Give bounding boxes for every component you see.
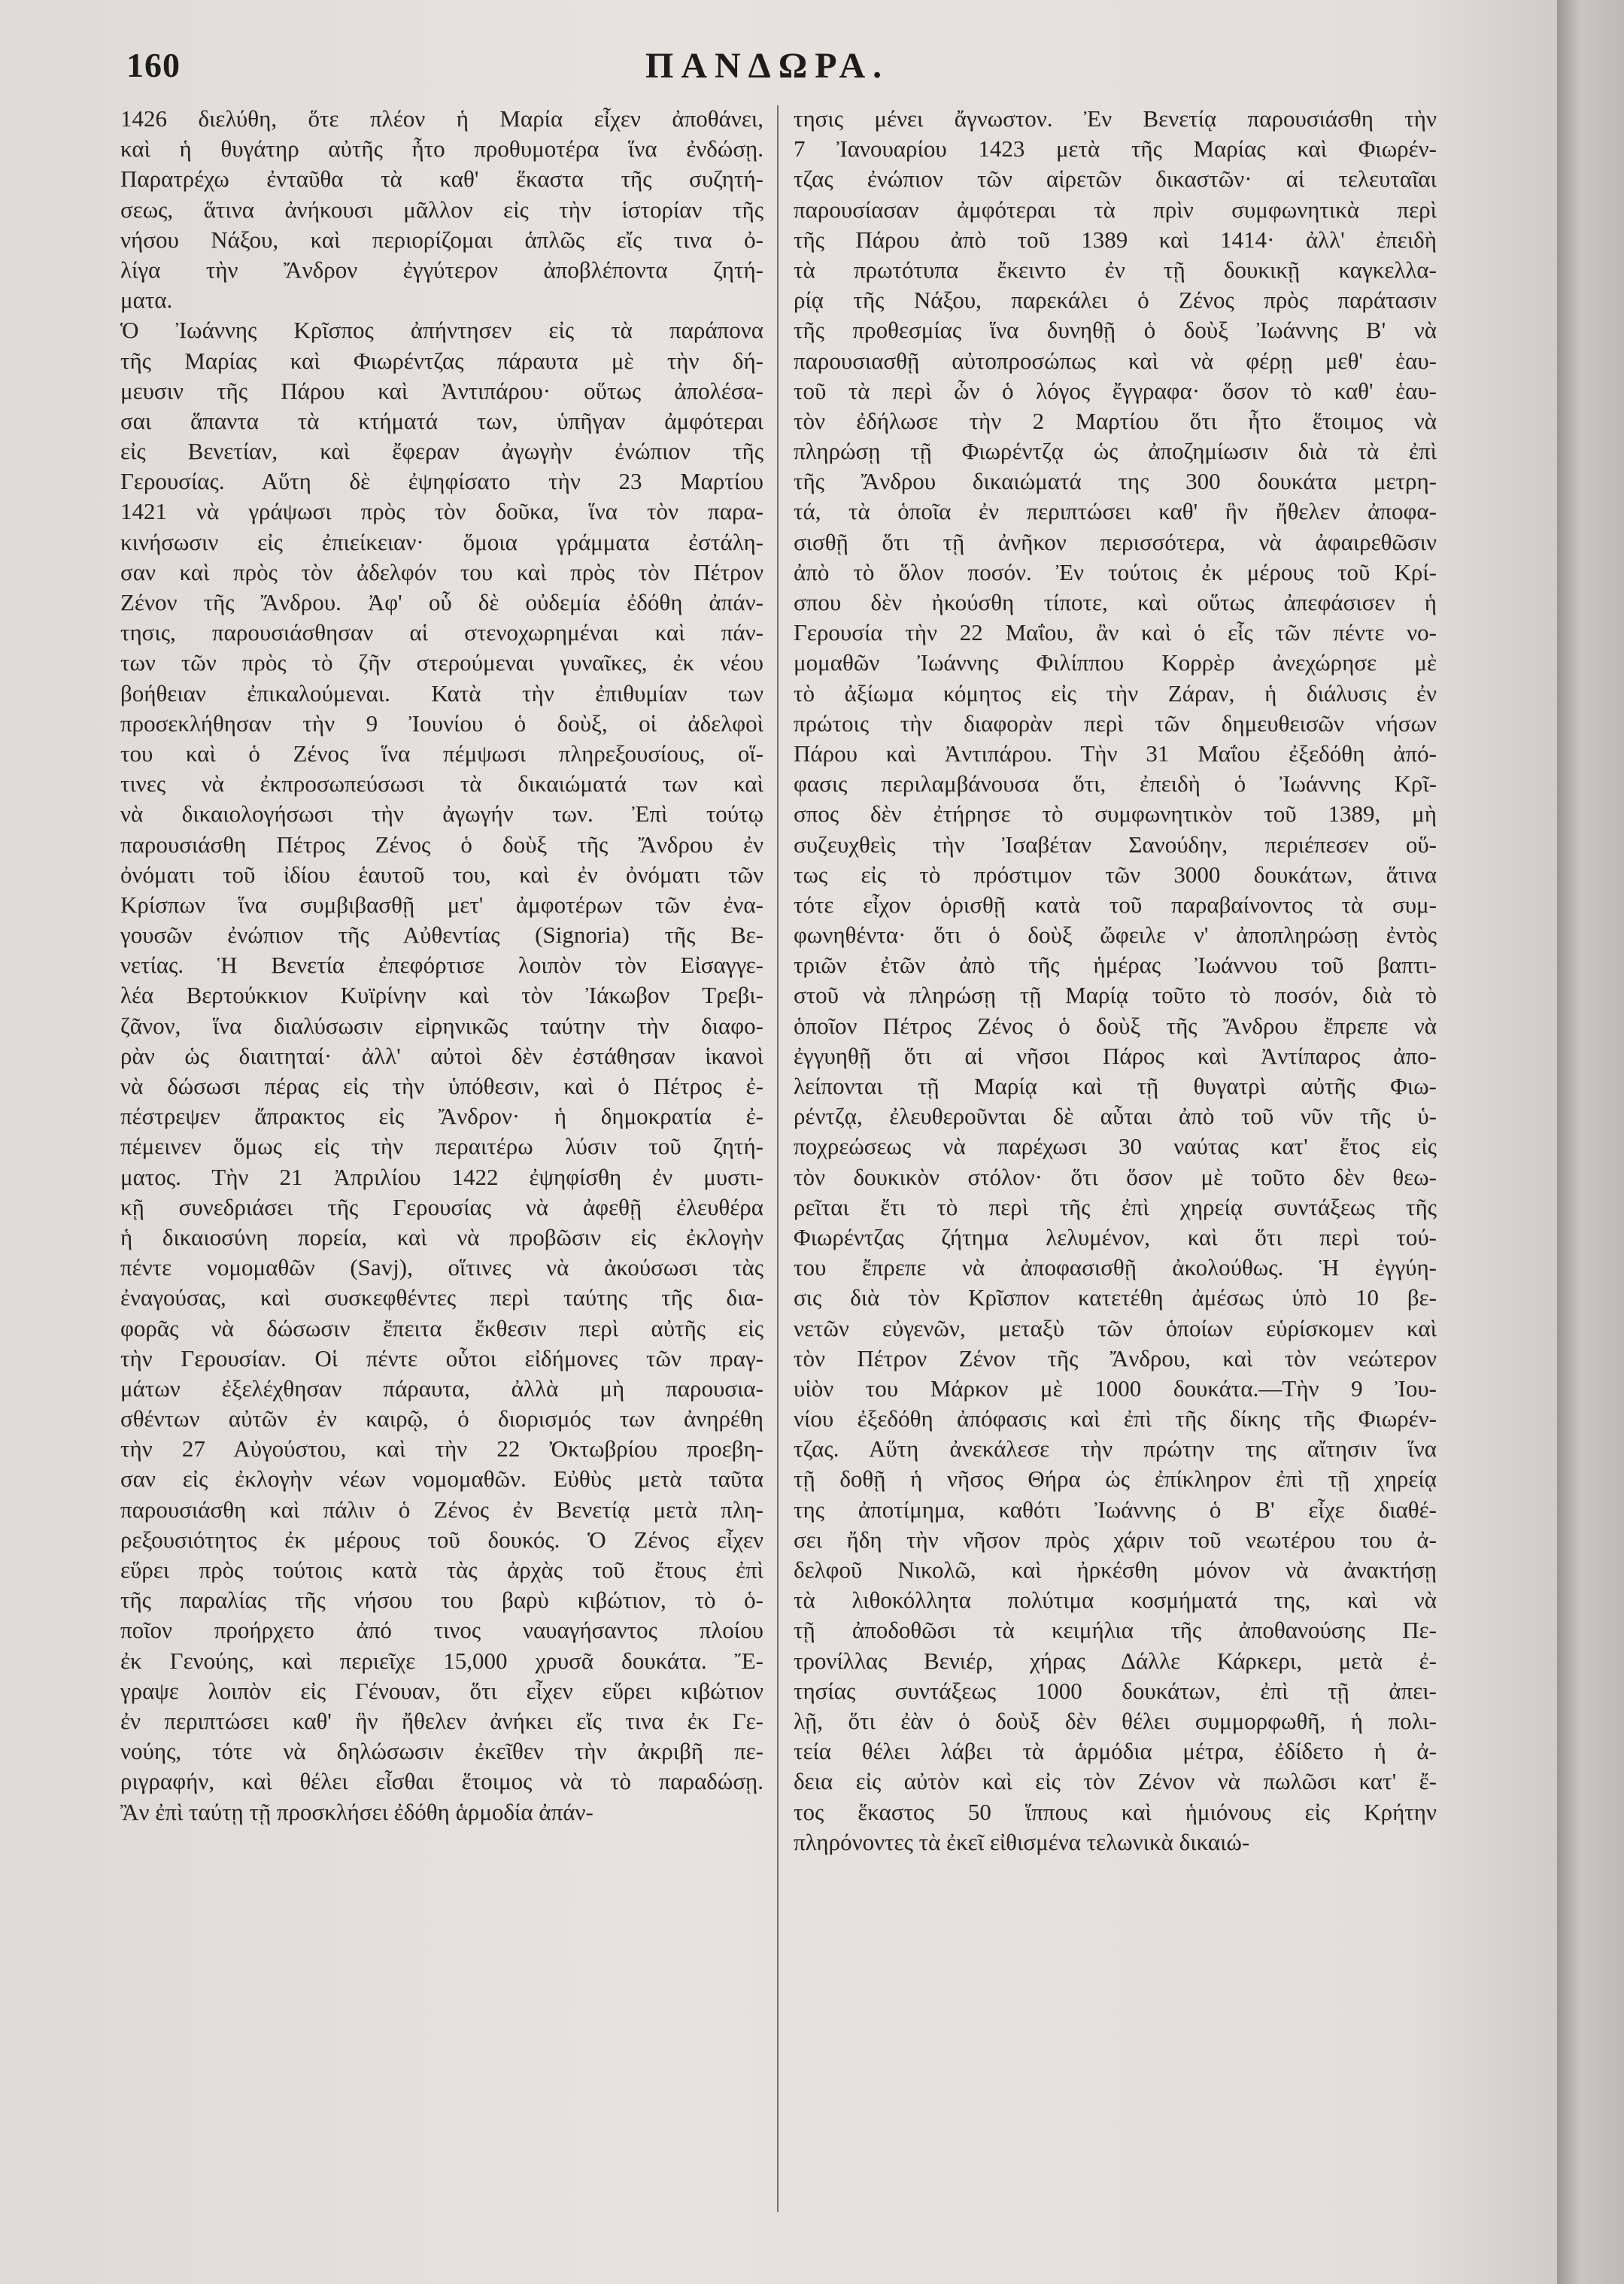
text-line: φασις περιλαμβάνουσα ὅτι, ἐπειδὴ ὁ Ἰωάννης Κρῖ- xyxy=(794,770,1437,797)
text-line: Πάρου καὶ Ἀντιπάρου. Τὴν 31 Μαΐου ἐξεδόθη ἀπό- xyxy=(794,740,1437,767)
text-line: πληρώσῃ τῇ Φιωρέντζᾳ ὡς ἀποζημίωσιν διὰ τὰ ἐπὶ xyxy=(794,438,1437,465)
text-line: εὕρει πρὸς τούτοις κατὰ τὰς ἀρχὰς τοῦ ἔτους ἐπὶ xyxy=(120,1557,763,1583)
text-line: τά, τὰ ὁποῖα ἐν περιπτώσει καθ' ἣν ἤθελεν ἀποφα- xyxy=(794,498,1437,525)
text-line: πέστρεψεν ἄπρακτος εἰς Ἄνδρον· ἡ δημοκρατία ἐ- xyxy=(120,1103,763,1130)
text-line: ὁποῖον Πέτρος Ζένος ὁ δοὺξ τῆς Ἄνδρου ἔπρεπε νὰ xyxy=(794,1012,1437,1039)
text-line: ζᾶνον, ἵνα διαλύσωσιν εἰρηνικῶς ταύτην τὴν διαφο- xyxy=(120,1012,763,1039)
text-line: τὴν 27 Αὐγούστου, καὶ τὴν 22 Ὀκτωβρίου προεβη- xyxy=(120,1435,763,1462)
text-line: σαν εἰς ἐκλογὴν νέων νομομαθῶν. Εὐθὺς μετὰ ταῦτα xyxy=(120,1465,763,1493)
text-line: τζας ἐνώπιον τῶν αἱρετῶν δικαστῶν· αἱ τελευταῖαι xyxy=(794,166,1437,193)
text-line: νίου ἐξεδόθη ἀπόφασις καὶ ἐπὶ τῆς δίκης τῆς Φιωρέν- xyxy=(794,1405,1437,1432)
text-line: νὰ δώσωσι πέρας εἰς τὴν ὑπόθεσιν, καὶ ὁ Πέτρος ἐ- xyxy=(120,1073,763,1099)
page-number: 160 xyxy=(126,46,181,84)
page-edge-shadow xyxy=(1557,0,1624,2284)
text-line: νούης, τότε νὰ δηλώσωσιν ἐκεῖθεν τὴν ἀκριβῆ πε- xyxy=(120,1738,763,1765)
text-line: τως εἰς τὸ πρόστιμον τῶν 3000 δουκάτων, ἅτινα xyxy=(794,861,1437,888)
text-line: τῆς Πάρου ἀπὸ τοῦ 1389 καὶ 1414· ἀλλ' ἐπειδὴ xyxy=(794,226,1437,253)
text-line: νετίας. Ἡ Βενετία ἐπεφόρτισε λοιπὸν τὸν Εἰσαγγε- xyxy=(120,952,763,979)
text-line: παρουσιάσθη καὶ πάλιν ὁ Ζένος ἐν Βενετίᾳ μετὰ πλη- xyxy=(120,1496,763,1523)
text-line: Ὁ Ἰωάννης Κρῖσπος ἀπήντησεν εἰς τὰ παράπονα xyxy=(120,317,763,344)
text-line: πέντε νομομαθῶν (Savj), οἵτινες νὰ ἀκούσωσι τὰς xyxy=(120,1254,763,1281)
text-line: τῇ δοθῇ ἡ νῆσος Θήρα ὡς ἐπίκληρον ἐπὶ τῇ χηρείᾳ xyxy=(794,1465,1437,1493)
text-line: τος ἕκαστος 50 ἵππους καὶ ἡμιόνους εἰς Κρήτην xyxy=(794,1798,1437,1825)
text-line: Παρατρέχω ἐνταῦθα τὰ καθ' ἕκαστα τῆς συζητή- xyxy=(120,166,763,193)
text-line: τρονίλλας Βενιέρ, χήρας Δάλλε Κάρκερι, μετὰ ἐ- xyxy=(794,1647,1437,1674)
text-line: τὴν Γερουσίαν. Οἱ πέντε οὗτοι εἰδήμονες τῶν πραγ- xyxy=(120,1344,763,1371)
text-line: Κρίσπων ἵνα συμβιβασθῇ μετ' ἀμφοτέρων τῶν ἐνα- xyxy=(120,891,763,918)
text-line: ποῖον προήρχετο ἀπό τινος ναυαγήσαντος πλοίου xyxy=(120,1617,763,1644)
text-line: του ἔπρεπε νὰ ἀποφασισθῇ ἀκολούθως. Ἡ ἐγγύη- xyxy=(794,1254,1437,1281)
text-line: γραψε λοιπὸν εἰς Γένουαν, ὅτι εἶχεν εὕρει κιβώτιον xyxy=(120,1677,763,1704)
text-line: τησίας συντάξεως 1000 δουκάτων, ἐπὶ τῇ ἀπει- xyxy=(794,1677,1437,1704)
text-line: στοῦ νὰ πληρώσῃ τῇ Μαρίᾳ τοῦτο τὸ ποσόν, διὰ τὸ xyxy=(794,982,1437,1009)
text-line: μομαθῶν Ἰωάννης Φιλίππου Κορρὲρ ἀνεχώρησε μὲ xyxy=(794,649,1437,676)
text-line: σει ἤδη τὴν νῆσον πρὸς χάριν τοῦ νεωτέρου του ἀ- xyxy=(794,1526,1437,1553)
text-line: ματα. xyxy=(120,287,173,314)
text-line: ρεξουσιότητος ἐκ μέρους τοῦ δουκός. Ὁ Ζένος εἶχεν xyxy=(120,1526,763,1553)
right-text-column xyxy=(794,104,1437,1857)
text-line: τζας. Αὕτη ἀνεκάλεσε τὴν πρώτην της αἴτησιν ἵνα xyxy=(794,1435,1437,1462)
text-line: ἀπὸ τὸ ὅλον ποσόν. Ἐν τούτοις ἐκ μέρους τοῦ Κρί- xyxy=(794,558,1437,585)
text-line: παρουσιασθῇ αὐτοπροσώπως καὶ νὰ φέρῃ μεθ' ἑαυ- xyxy=(794,347,1437,374)
text-line: τησις, παρουσιάσθησαν αἱ στενοχωρημέναι καὶ πάν- xyxy=(120,619,763,646)
text-line: τριῶν ἐτῶν ἀπὸ τῆς ἡμέρας Ἰωάννου τοῦ βαπτι- xyxy=(794,952,1437,979)
text-line: τῆς Μαρίας καὶ Φιωρέντζας πάραυτα μὲ τὴν δή- xyxy=(120,347,763,374)
text-line: τὸ ἀξίωμα κόμητος εἰς τὴν Ζάραν, ἡ διάλυσις ἐν xyxy=(794,679,1437,706)
text-line: νήσου Νάξου, καὶ περιορίζομαι ἁπλῶς εἴς τινα ὀ- xyxy=(120,226,763,253)
text-line: λῇ, ὅτι ἐὰν ὁ δοὺξ δὲν θέλει συμμορφωθῆ, ἡ πολι- xyxy=(794,1707,1437,1734)
text-line: τῇ ἀποδοθῶσι τὰ κειμήλια τῆς ἀποθανούσης Πε- xyxy=(794,1617,1437,1644)
text-line: ποχρεώσεως νὰ παρέχωσι 30 ναύτας κατ' ἔτος εἰς xyxy=(794,1133,1437,1160)
text-line: ματος. Τὴν 21 Ἀπριλίου 1422 ἐψηφίσθη ἐν μυστι- xyxy=(120,1163,763,1190)
text-line: Ἂν ἐπὶ ταύτῃ τῇ προσκλήσει ἐδόθη ἁρμοδία ἀπάν- xyxy=(120,1798,593,1825)
text-line: Φιωρέντζας ζήτημα λελυμένον, καὶ ὅτι περὶ τού- xyxy=(794,1223,1437,1250)
page-header xyxy=(126,45,1495,98)
text-line: τοῦ τὰ περὶ ὧν ὁ λόγος ἔγγραφα· ὅσον τὸ καθ' ἑαυ- xyxy=(794,377,1437,404)
text-line: μευσιν τῆς Πάρου καὶ Ἀντιπάρου· οὕτως ἀπολέσα- xyxy=(120,377,763,404)
text-line: τινες νὰ ἐκπροσωπεύσωσι τὰ δικαιώματά των καὶ xyxy=(120,770,763,797)
text-line: ριγραφήν, καὶ θέλει εἶσθαι ἕτοιμος νὰ τὸ παραδώσῃ. xyxy=(120,1768,763,1795)
text-line: κῇ συνεδριάσει τῆς Γερουσίας νὰ ἀφεθῇ ἐλευθέρα xyxy=(120,1193,763,1220)
text-line: τὰ λιθοκόλλητα πολύτιμα κοσμήματά της, καὶ νὰ xyxy=(794,1587,1437,1614)
text-line: της ἀποτίμημα, καθότι Ἰωάννης ὁ Β' εἶχε διαθέ- xyxy=(794,1496,1437,1523)
text-line: πέμεινεν ὅμως εἰς τὴν περαιτέρω λύσιν τοῦ ζητή- xyxy=(120,1133,763,1160)
text-line: νετῶν εὐγενῶν, μεταξὺ τῶν ὁποίων εὑρίσκομεν καὶ xyxy=(794,1314,1437,1341)
text-line: ρὰν ὡς διαιτηταί· ἀλλ' αὐτοὶ δὲν ἐστάθησαν ἱκανοὶ xyxy=(120,1042,763,1069)
text-line: ὀνόματι τοῦ ἰδίου ἑαυτοῦ του, καὶ ἐν ὀνόματι τῶν xyxy=(120,861,763,888)
text-line: συζευχθεὶς τὴν Ἰσαβέταν Σανούδην, περιέπεσεν οὕ- xyxy=(794,831,1437,858)
text-line: παρουσίασαν ἀμφότεραι τὰ πρὶν συμφωνητικὰ περὶ xyxy=(794,196,1437,223)
text-line: μάτων ἐξελέχθησαν πάραυτα, ἀλλὰ μὴ παρουσια- xyxy=(120,1374,763,1402)
text-line: Γερουσία τὴν 22 Μαΐου, ἂν καὶ ὁ εἷς τῶν πέντε νο- xyxy=(794,619,1437,646)
text-line: τὰ πρωτότυπα ἔκειντο ἐν τῇ δουκικῇ καγκελλα- xyxy=(794,256,1437,283)
text-line: λίγα τὴν Ἄνδρον ἐγγύτερον ἀποβλέποντα ζητή- xyxy=(120,256,763,283)
text-line: 7 Ἰανουαρίου 1423 μετὰ τῆς Μαρίας καὶ Φιωρέν- xyxy=(794,135,1437,162)
text-line: 1421 νὰ γράψωσι πρὸς τὸν δοῦκα, ἵνα τὸν παρα- xyxy=(120,498,763,525)
text-line: φωνηθέντα· ὅτι ὁ δοὺξ ὤφειλε ν' ἀποπληρώσῃ ἐντὸς xyxy=(794,922,1437,949)
text-line: λέα Βερτούκκιον Κυϊρίνην καὶ τὸν Ἰάκωβον Τρεβι- xyxy=(120,982,763,1009)
text-line: σις διὰ τὸν Κρῖσπον κατετέθη ἀμέσως ὑπὸ 10 βε- xyxy=(794,1284,1437,1311)
text-line: σαν καὶ πρὸς τὸν ἀδελφόν του καὶ πρὸς τὸν Πέτρον xyxy=(120,558,763,585)
text-line: ρεῖται ἔτι τὸ περὶ τῆς ἐπὶ χηρείᾳ συντάξεως τῆς xyxy=(794,1193,1437,1220)
text-line: τὸν Πέτρον Ζένον τῆς Ἄνδρου, καὶ τὸν νεώτερον xyxy=(794,1344,1437,1371)
text-line: ρέντζᾳ, ἐλευθεροῦνται δὲ αὗται ἀπὸ τοῦ νῦν τῆς ὑ- xyxy=(794,1103,1437,1130)
text-line: λείπονται τῇ Μαρίᾳ καὶ τῇ θυγατρὶ αὐτῆς Φιω- xyxy=(794,1073,1437,1099)
text-line: σπος δὲν ἐτήρησε τὸ συμφωνητικὸν τοῦ 1389, μὴ xyxy=(794,800,1437,828)
text-line: δελφοῦ Νικολῶ, καὶ ἠρκέσθη μόνον νὰ ἀνακτήσῃ xyxy=(794,1557,1437,1583)
text-line: 1426 διελύθη, ὅτε πλέον ἡ Μαρία εἶχεν ἀποθάνει, xyxy=(120,105,763,132)
text-line: του καὶ ὁ Ζένος ἵνα πέμψωσι πληρεξουσίους, οἵ- xyxy=(120,740,763,767)
text-line: Ζένον τῆς Ἄνδρου. Ἀφ' οὗ δὲ οὐδεμία ἐδόθη ἀπάν- xyxy=(120,589,763,615)
text-line: τὸν ἐδήλωσε τὴν 2 Μαρτίου ὅτι ἦτο ἕτοιμος νὰ xyxy=(794,407,1437,434)
left-text-column xyxy=(120,104,763,1827)
text-line: φορᾶς νὰ δώσωσιν ἔπειτα ἔκθεσιν περὶ αὐτῆς εἰς xyxy=(120,1314,763,1341)
text-line: εἰς Βενετίαν, καὶ ἔφεραν ἀγωγὴν ἐνώπιον τῆς xyxy=(120,438,763,465)
text-line: σθέντων αὐτῶν ἐν καιρῷ, ὁ διορισμός των ἀνηρέθη xyxy=(120,1405,763,1432)
column-divider xyxy=(777,105,779,2212)
text-line: κινήσωσιν εἰς ἐπιείκειαν· ὅμοια γράμματα ἐστάλη- xyxy=(120,528,763,555)
text-line: καὶ ἡ θυγάτηρ αὐτῆς ἦτο προθυμοτέρα ἵνα ἐνδώσῃ. xyxy=(120,135,763,162)
text-line: υἱὸν του Μάρκον μὲ 1000 δουκάτα.—Τὴν 9 Ἰου- xyxy=(794,1374,1437,1402)
text-line: γουσῶν ἐνώπιον τῆς Αὐθεντίας (Signoria) τῆς Βε- xyxy=(120,922,763,949)
text-line: βοήθειαν ἐπικαλούμεναι. Κατὰ τὴν ἐπιθυμίαν των xyxy=(120,679,763,706)
text-line: τῆς προθεσμίας ἵνα δυνηθῇ ὁ δοὺξ Ἰωάννης Β' νὰ xyxy=(794,317,1437,344)
text-line: Γερουσίας. Αὕτη δὲ ἐψηφίσατο τὴν 23 Μαρτίου xyxy=(120,468,763,495)
text-line: ἐναγούσας, καὶ συσκεφθέντες περὶ ταύτης τῆς δια- xyxy=(120,1284,763,1311)
text-line: δεια εἰς αὐτὸν καὶ εἰς τὸν Ζένον νὰ πωλῶσι κατ' ἔ- xyxy=(794,1768,1437,1795)
text-line: ἐκ Γενούης, καὶ περιεῖχε 15,000 χρυσᾶ δουκάτα. Ἔ- xyxy=(120,1647,763,1674)
text-line: σπου δὲν ἠκούσθη τίποτε, καὶ οὕτως ἀπεφάσισεν ἡ xyxy=(794,589,1437,615)
text-line: παρουσιάσθη Πέτρος Ζένος ὁ δοὺξ τῆς Ἄνδρου ἐν xyxy=(120,831,763,858)
running-title: ΠΑΝΔΩΡΑ. xyxy=(645,46,890,86)
text-line: σισθῇ ὅτι τῇ ἀνῆκον περισσότερα, νὰ ἀφαιρεθῶσιν xyxy=(794,528,1437,555)
text-line: ρίᾳ τῆς Νάξου, παρεκάλει ὁ Ζένος πρὸς παράτασιν xyxy=(794,287,1437,314)
text-line: ἐν περιπτώσει καθ' ἣν ἤθελεν ἀνήκει εἴς τινα ἐκ Γε- xyxy=(120,1707,763,1734)
text-line: των τῶν πρὸς τὸ ζῆν στερούμεναι γυναῖκες, ἐκ νέου xyxy=(120,649,763,676)
text-line: σεως, ἅτινα ἀνήκουσι μᾶλλον εἰς τὴν ἱστορίαν τῆς xyxy=(120,196,763,223)
text-line: τησις μένει ἄγνωστον. Ἐν Βενετίᾳ παρουσιάσθη τὴν xyxy=(794,105,1437,132)
text-line: ἐγγυηθῇ ὅτι αἱ νῆσοι Πάρος καὶ Ἀντίπαρος ἀπο- xyxy=(794,1042,1437,1069)
text-line: νὰ δικαιολογήσωσι τὴν ἀγωγήν των. Ἐπὶ τούτῳ xyxy=(120,800,763,828)
text-line: ἡ δικαιοσύνη πορεία, καὶ νὰ προβῶσιν εἰς ἐκλογὴν xyxy=(120,1223,763,1250)
text-line: προσεκλήθησαν τὴν 9 Ἰουνίου ὁ δοὺξ, οἱ ἀδελφοὶ xyxy=(120,709,763,737)
text-line: τῆς Ἄνδρου δικαιώματά της 300 δουκάτα μετρη- xyxy=(794,468,1437,495)
text-line: τότε εἶχον ὁρισθῇ κατὰ τοῦ παραβαίνοντος τὰ συμ- xyxy=(794,891,1437,918)
text-line: τῆς παραλίας τῆς νήσου του βαρὺ κιβώτιον, τὸ ὁ- xyxy=(120,1587,763,1614)
text-line: τεία θέλει λάβει τὰ ἁρμόδια μέτρα, ἐδίδετο ἡ ἀ- xyxy=(794,1738,1437,1765)
text-line: πρώτοις τὴν διαφορὰν περὶ τῶν δημευθεισῶν νήσων xyxy=(794,709,1437,737)
text-line: σαι ἅπαντα τὰ κτήματά των, ὑπῆγαν ἀμφότεραι xyxy=(120,407,763,434)
text-line: πληρόνοντες τὰ ἐκεῖ εἰθισμένα τελωνικὰ δικαιώ- xyxy=(794,1828,1250,1855)
text-line: τὸν δουκικὸν στόλον· ὅτι ὅσον μὲ τοῦτο δὲν θεω- xyxy=(794,1163,1437,1190)
